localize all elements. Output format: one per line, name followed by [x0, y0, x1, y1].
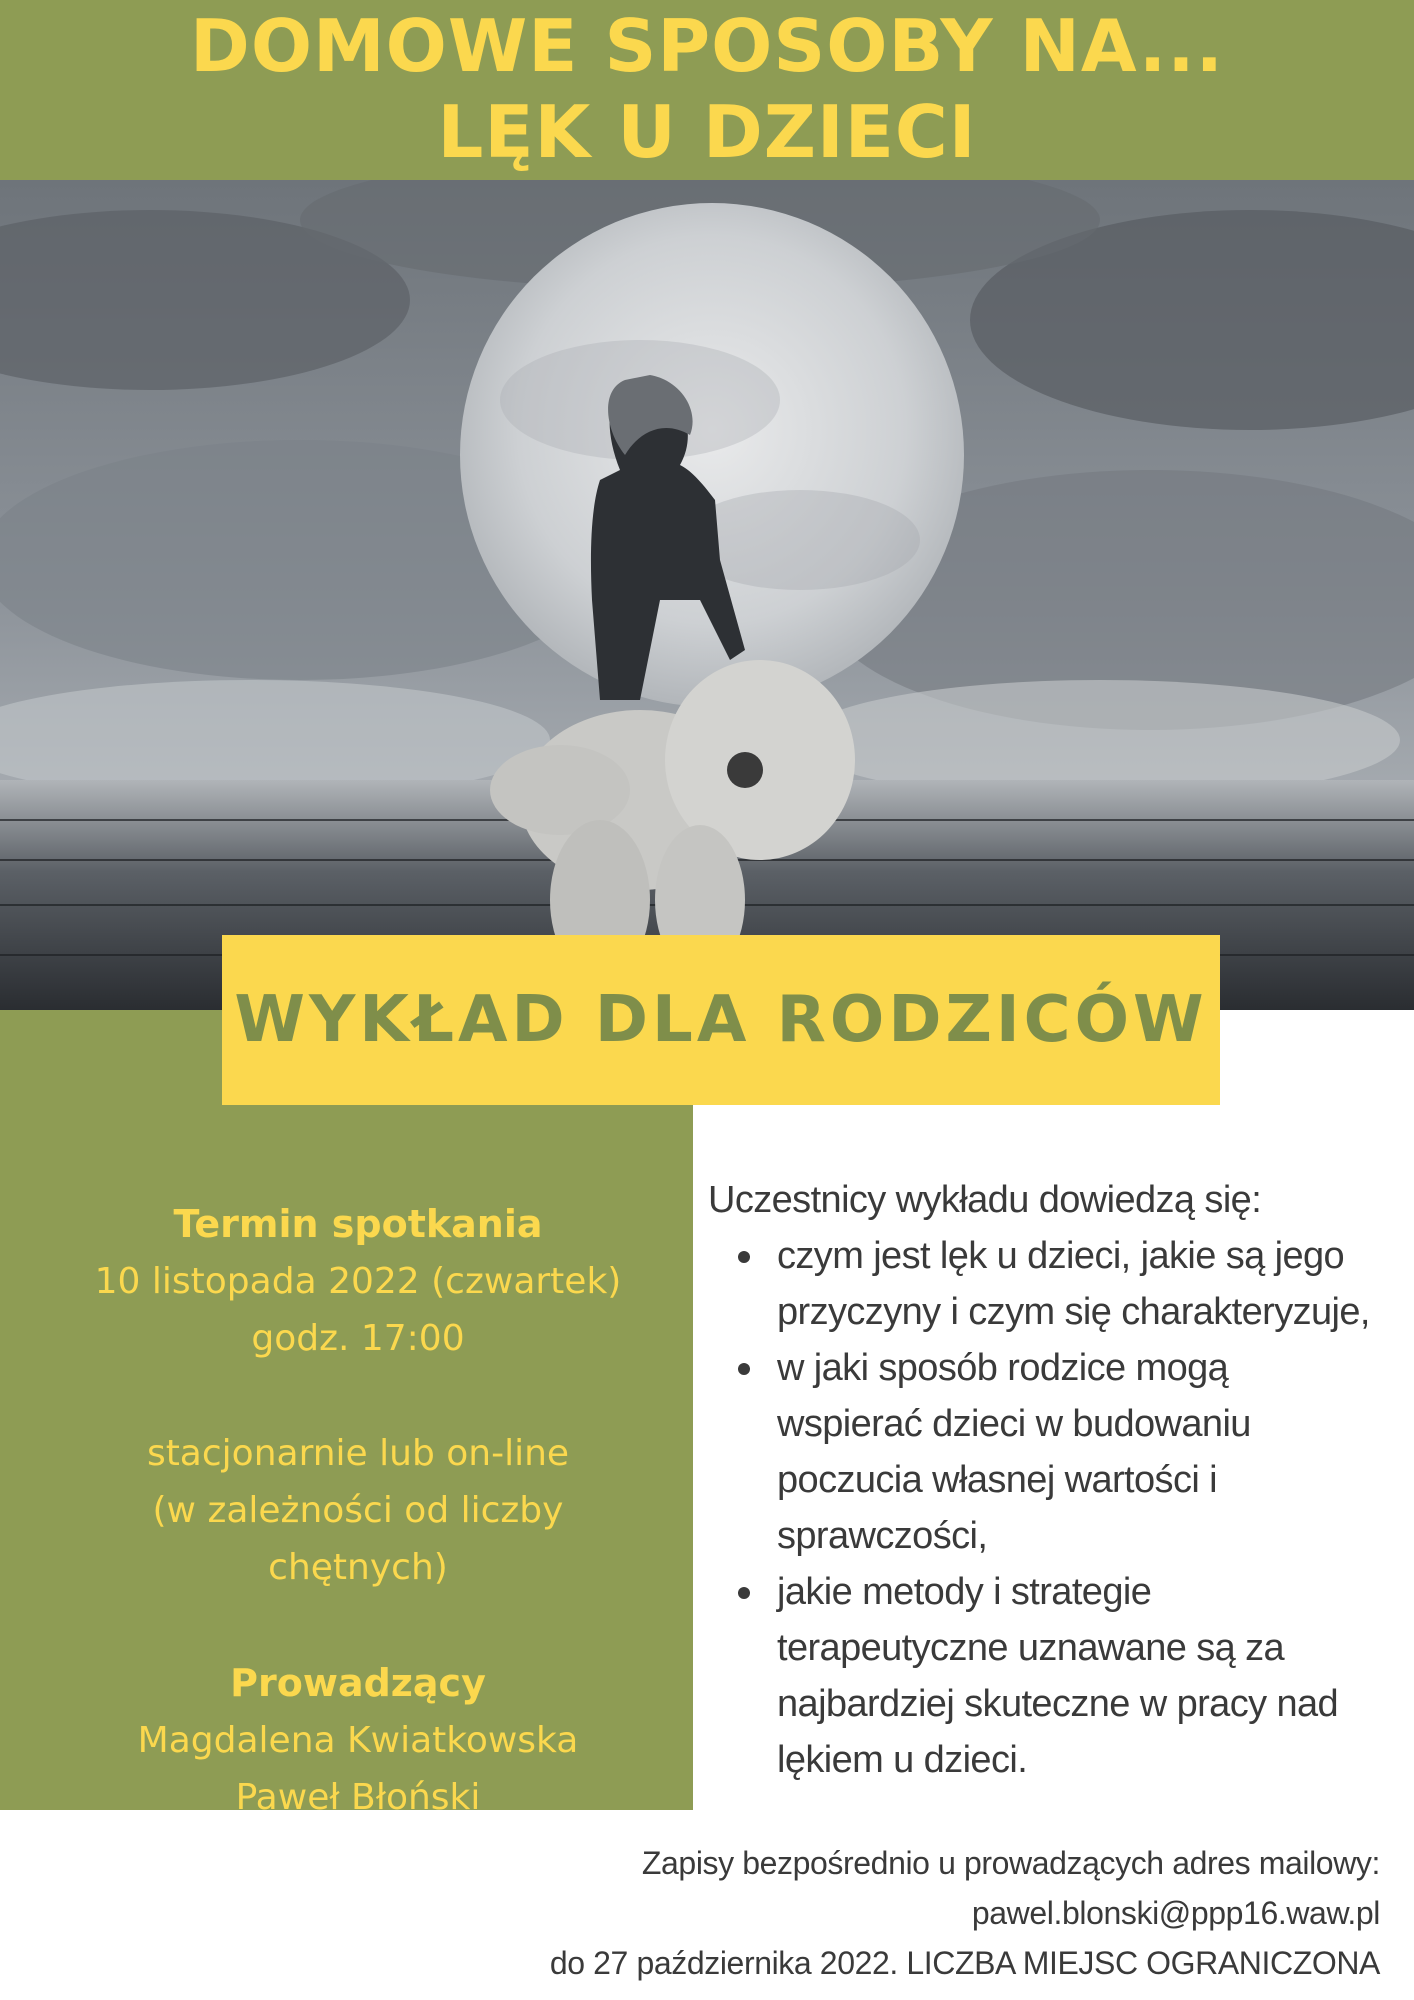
- topics: [708, 1172, 1388, 1788]
- event-mode: stacjonarnie lub on-line: [146, 1433, 570, 1474]
- event-mode-note-end: chętnych): [268, 1547, 448, 1588]
- bullet-icon: [738, 1587, 750, 1599]
- event-details: [0, 1195, 716, 1826]
- hero-photo: [0, 180, 1414, 1010]
- topics-intro: Uczestnicy wykładu dowiedzą się:: [708, 1179, 1262, 1221]
- bullet-icon: [738, 1251, 750, 1263]
- list-item: jakie metody i strategie terapeutyczne uznawane są za najbardziej skuteczne w pracy nad lękiem u dzieci.: [708, 1564, 1388, 1788]
- header-bar: [0, 0, 1414, 180]
- list-item: czym jest lęk u dzieci, jakie są jego przyczyny i czym się charakteryzuje,: [708, 1228, 1388, 1340]
- registration-note: Zapisy bezpośrednio u prowadzących adres mailowy:: [641, 1845, 1380, 1881]
- title-line-1: DOMOWE SPOSOBY NA...: [190, 4, 1224, 88]
- registration-deadline: do 27 października 2022. LICZBA MIEJSC OGRANICZONA: [549, 1945, 1380, 1981]
- registration-info: [550, 1838, 1380, 1988]
- date-heading: Termin spotkania: [173, 1202, 543, 1246]
- host-name: Paweł Błoński: [235, 1777, 481, 1818]
- event-time: godz. 17:00: [251, 1318, 465, 1359]
- contact-email[interactable]: pawel.blonski@ppp16.waw.pl: [971, 1895, 1380, 1931]
- event-mode-note: (w zależności od liczby: [152, 1490, 564, 1531]
- list-item: w jaki sposób rodzice mogą wspierać dzieci w budowaniu poczucia własnej wartości i sprawczości,: [708, 1340, 1388, 1564]
- event-date: 10 listopada 2022 (czwartek): [94, 1261, 622, 1302]
- host-name: Magdalena Kwiatkowska: [137, 1720, 579, 1761]
- topics-list: [708, 1228, 1388, 1788]
- title-line-2: LĘK U DZIECI: [437, 90, 977, 174]
- hosts-heading: Prowadzący: [230, 1661, 486, 1705]
- bullet-icon: [738, 1363, 750, 1375]
- lecture-banner: [222, 935, 1220, 1105]
- banner-title: WYKŁAD DLA RODZICÓW: [234, 983, 1208, 1057]
